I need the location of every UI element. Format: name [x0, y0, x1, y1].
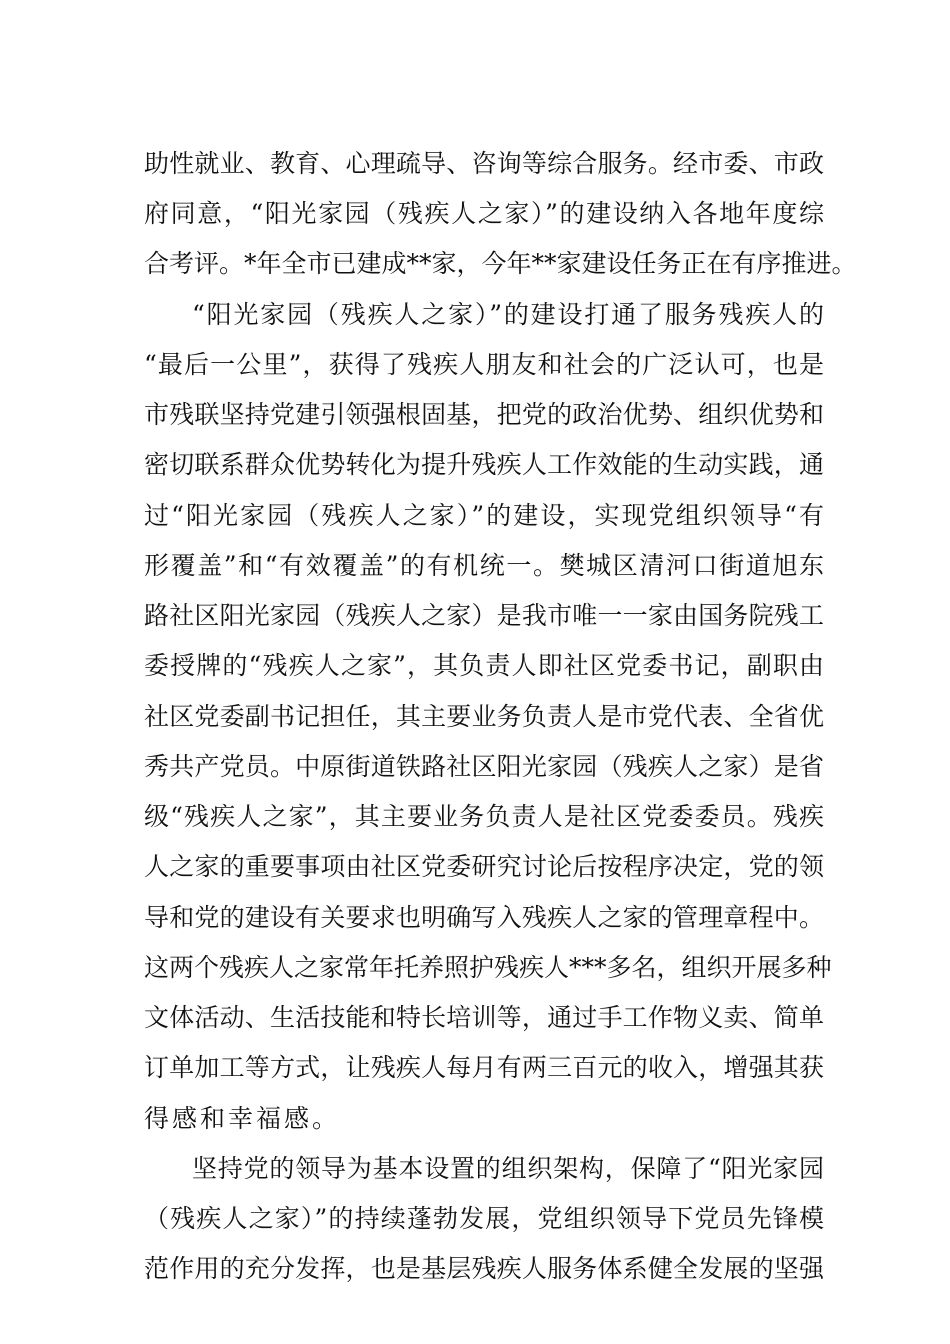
text-line: 过“阳光家园（残疾人之家）”的建设，实现党组织领导“有: [144, 501, 824, 530]
text-line: 人之家的重要事项由社区党委研究讨论后按程序决定，党的领: [144, 852, 824, 881]
text-line: “最后一公里”，获得了残疾人朋友和社会的广泛认可，也是: [144, 350, 824, 379]
paragraph-first-line: 坚持党的领导为基本设置的组织架构，保障了“阳光家园: [192, 1154, 824, 1183]
text-line: （残疾人之家）”的持续蓬勃发展，党组织领导下党员先锋模: [144, 1204, 824, 1233]
paragraph-last-line: 得感和幸福感。: [144, 1104, 341, 1133]
text-line: 形覆盖”和“有效覆盖”的有机统一。樊城区清河口街道旭东: [144, 551, 824, 580]
text-line: 密切联系群众优势转化为提升残疾人工作效能的生动实践，通: [144, 450, 824, 479]
text-line: 助性就业、教育、心理疏导、咨询等综合服务。经市委、市政: [144, 149, 824, 178]
text-line: 订单加工等方式，让残疾人每月有两三百元的收入，增强其获: [144, 1053, 824, 1082]
text-line: 这两个残疾人之家常年托养照护残疾人***多名，组织开展多种: [144, 953, 832, 982]
text-line: 秀共产党员。中原街道铁路社区阳光家园（残疾人之家）是省: [144, 752, 824, 781]
text-line: 导和党的建设有关要求也明确写入残疾人之家的管理章程中。: [144, 903, 824, 932]
text-line: 市残联坚持党建引领强根固基，把党的政治优势、组织优势和: [144, 400, 824, 429]
text-line: 级“残疾人之家”，其主要业务负责人是社区党委委员。残疾: [144, 802, 824, 831]
text-line: 范作用的充分发挥，也是基层残疾人服务体系健全发展的坚强: [144, 1254, 824, 1283]
text-line: 社区党委副书记担任，其主要业务负责人是市党代表、全省优: [144, 702, 824, 731]
text-line: 文体活动、生活技能和特长培训等，通过手工作物义卖、简单: [144, 1003, 824, 1032]
text-line: 合考评。*年全市已建成**家，今年**家建设任务正在有序推进。: [144, 249, 857, 278]
text-line: 路社区阳光家园（残疾人之家）是我市唯一一家由国务院残工: [144, 601, 824, 630]
paragraph-first-line: “阳光家园（残疾人之家）”的建设打通了服务残疾人的: [192, 300, 824, 329]
text-line: 府同意，“阳光家园（残疾人之家）”的建设纳入各地年度综: [144, 199, 824, 228]
text-line: 委授牌的“残疾人之家”，其负责人即社区党委书记，副职由: [144, 651, 824, 680]
